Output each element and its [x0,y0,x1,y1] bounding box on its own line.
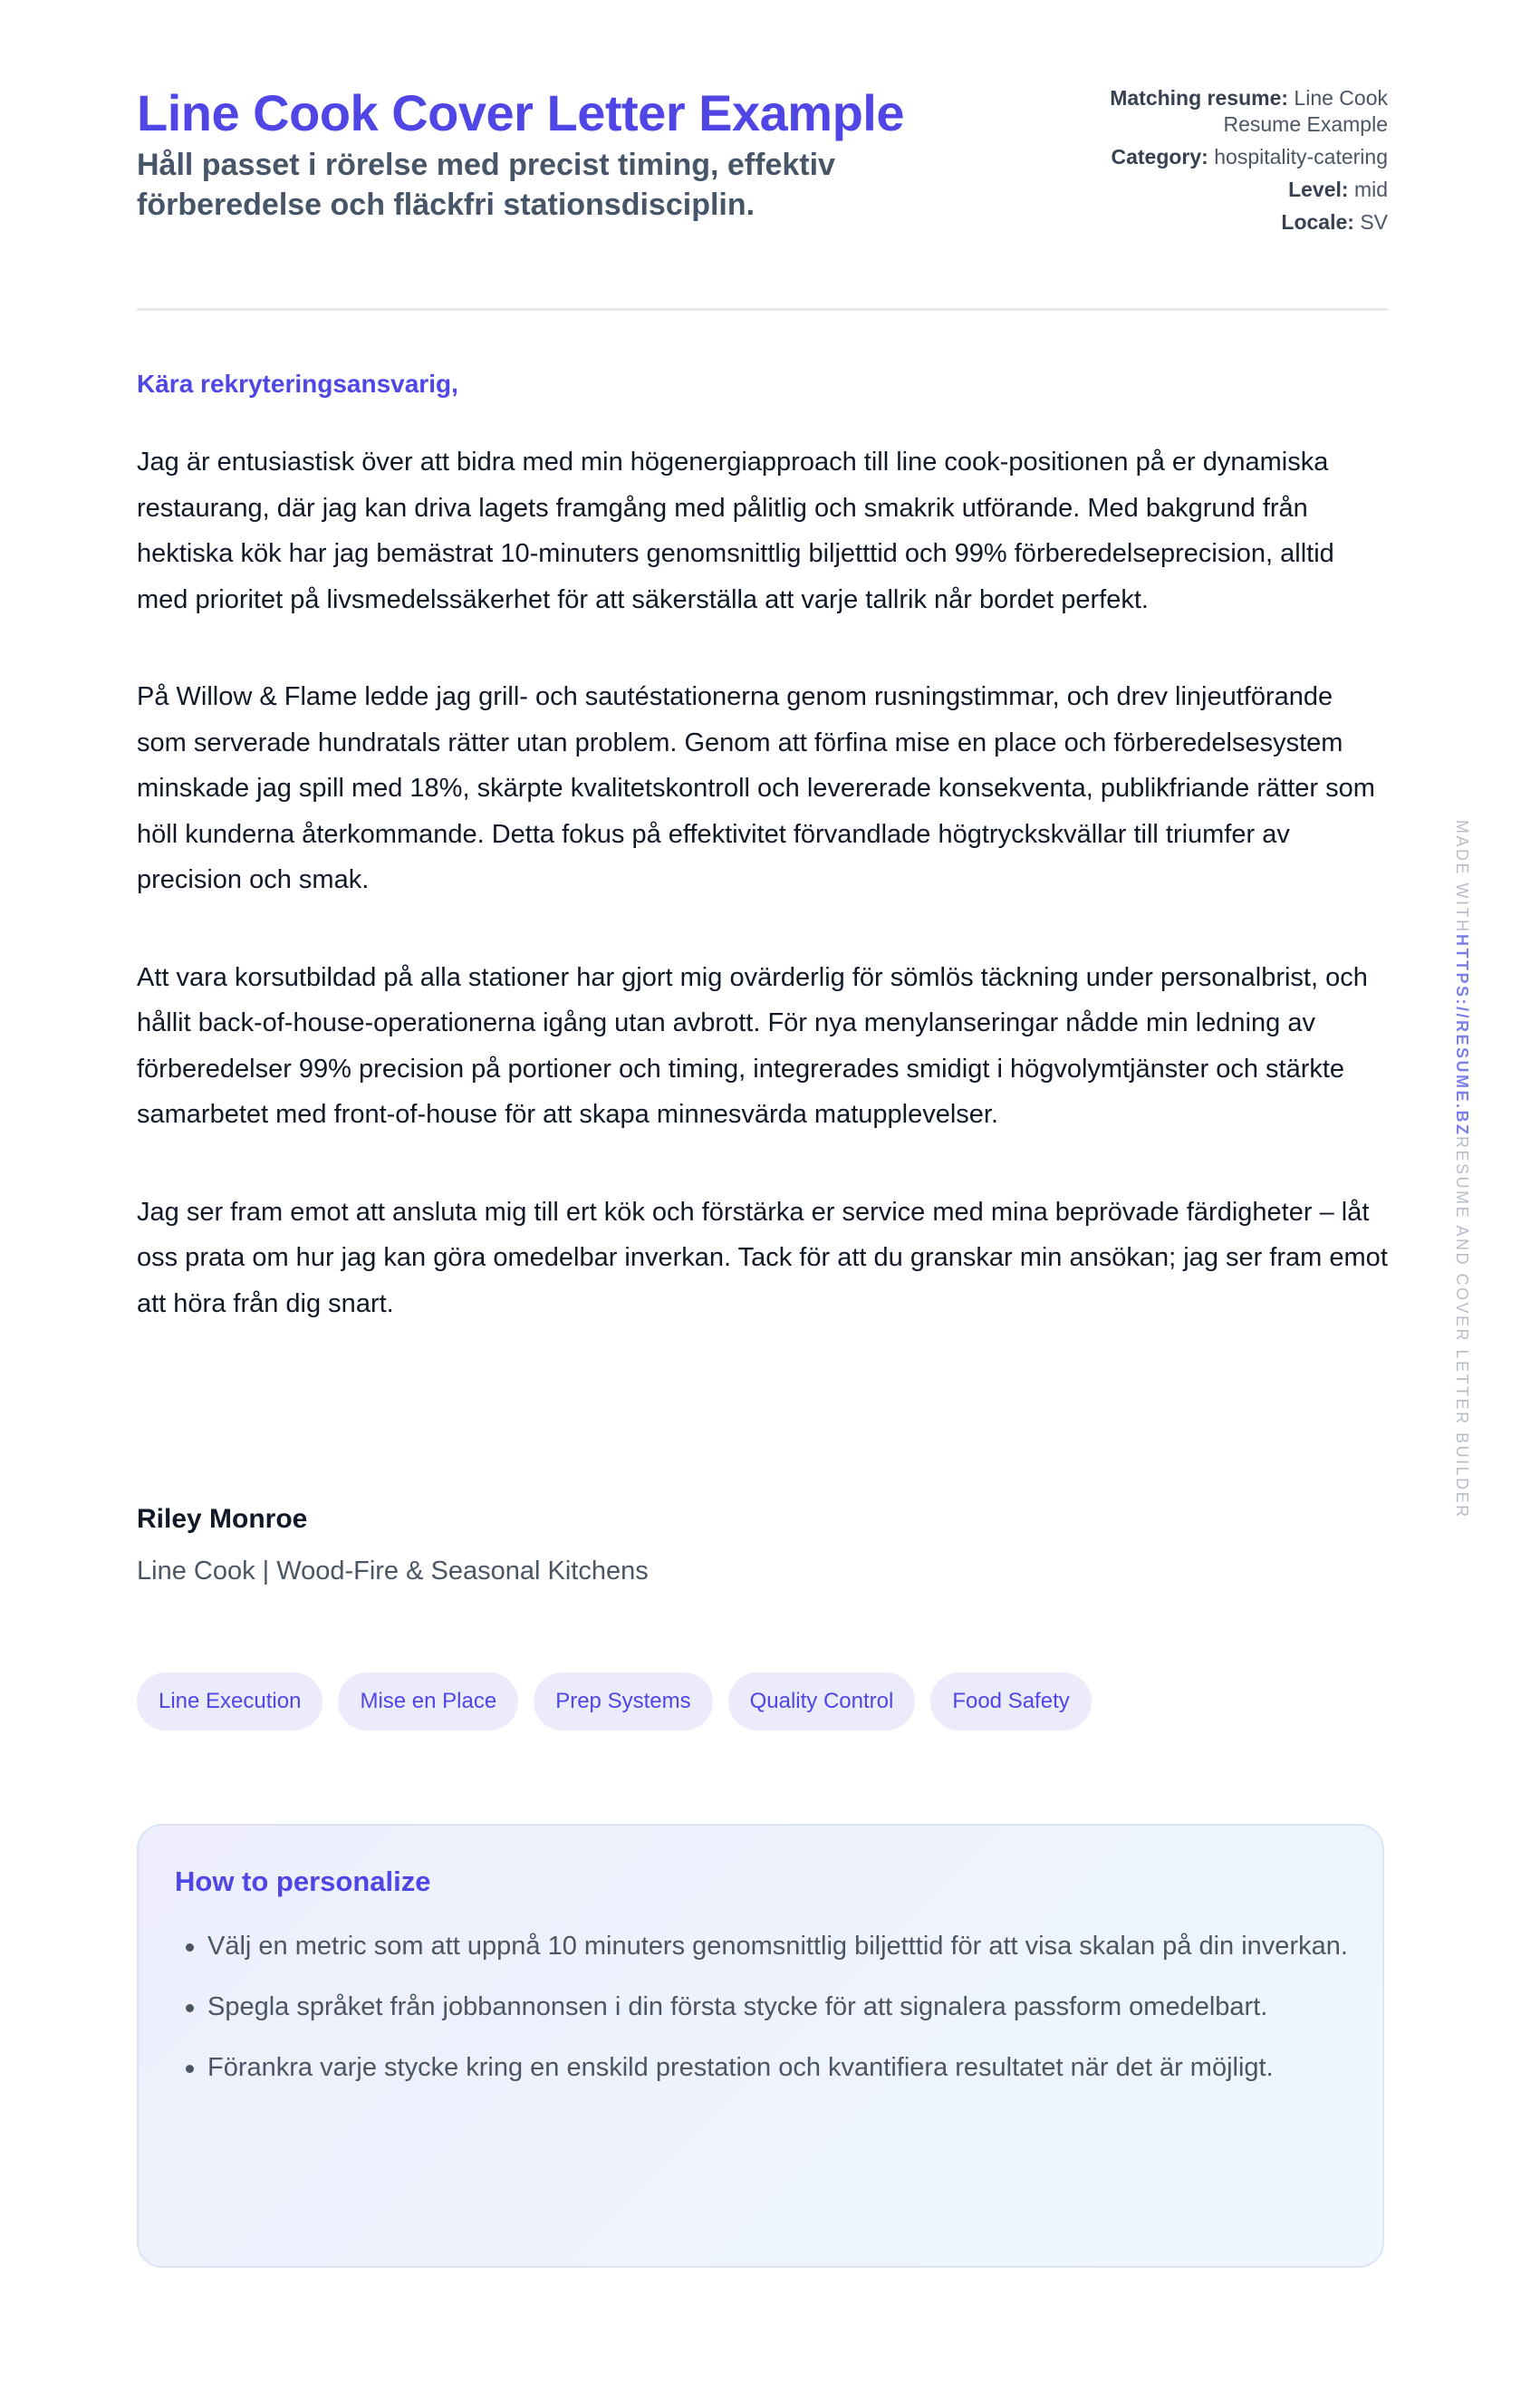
paragraph: Jag är entusiastisk över att bidra med min högenergiapproach till line cook-positionen på er dynamiska restaurang, där jag kan driva lagets framgång med pålitlig och smakrik utförande. Med bakgrund från hektiska kök har jag bemästrat 10-minuters genomsnittlig biljetttid och 99% förberedelseprecision, alltid med prioritet på livsmedelssäkerhet för att säkerställa att varje tallrik når bordet perfekt. [137,448,1334,614]
skill-tag: Prep Systems [534,1672,712,1730]
builder-text: RESUME AND COVER LETTER BUILDER [1453,1136,1471,1519]
tip-item: Förankra varje stycke kring en enskild prestation och kvantifiera resultatet när det är möjligt. [207,2045,1349,2090]
tip-item: Välj en metric som att uppnå 10 minuters genomsnittlig biljetttid för att visa skalan på din inverkan. [207,1923,1349,1969]
letter-body [137,439,1388,1378]
tips-heading: How to personalize [175,1865,431,1897]
meta-matching-resume [1062,85,1388,138]
paragraph: På Willow & Flame ledde jag grill- och sautéstationerna genom rusningstimmar, och drev linjeutförande som serverade hundratals rätter utan problem. Genom att förfina mise en place och förberedelsesystem minskade jag spill med 18%, skärpte kvalitetskontroll och levererade konsekventa, publikfriande rätter som höll kunderna återkommande. Detta fokus på effektivitet förvandlade högtryckskvällar till triumfer av precision och smak. [137,682,1375,894]
meta-locale [1062,209,1388,236]
paragraph: Jag ser fram emot att ansluta mig till ert kök och förstärka er service med mina beprövade färdigheter – låt oss prata om hur jag kan göra omedelbar inverkan. Tack för att du granskar min ansökan; jag ser fram emot att höra från dig snart. [137,1197,1388,1318]
tips-list [175,1923,1385,2106]
signature-name: Riley Monroe [137,1504,308,1534]
skill-tag: Mise en Place [338,1672,518,1730]
skill-tag: Line Execution [137,1672,322,1730]
meta-level [1062,177,1388,203]
paragraph: Att vara korsutbildad på alla stationer har gjort mig ovärderlig för sömlös täckning under personalbrist, och hållit back-of-house-operationerna igång utan avbrott. För nya menylanseringar nådde min ledning av förberedelser 99% precision på portioner och timing, integrerades smidigt i högvolymtjänster och stärkte samarbetet med front-of-house för att skapa minnesvärda matupplevelser. [137,962,1368,1129]
meta-info [1062,85,1388,242]
meta-label: Matching resume: [1110,86,1289,110]
personalize-tips-box [137,1824,1384,2268]
meta-label: Category: [1111,145,1208,169]
meta-value: Line Cook Resume Example [1223,86,1388,136]
meta-label: Level: [1288,178,1349,201]
made-with-banner [1452,820,1471,1519]
meta-category [1062,144,1388,170]
meta-value: mid [1353,178,1388,201]
made-with-text: MADE WITH [1453,820,1471,934]
greeting: Kära rekryteringsansvarig, [137,370,458,398]
page-title: Line Cook Cover Letter Example [137,84,905,141]
resume-bz-link[interactable]: HTTPS://RESUME.BZ [1453,933,1471,1137]
cover-letter-page [137,0,1388,2082]
skill-tags [137,1672,1092,1730]
meta-value: SV [1360,210,1388,234]
signature-title: Line Cook | Wood-Fire & Seasonal Kitchens [137,1557,649,1586]
page-subtitle: Håll passet i rörelse med precist timing, effektiv förberedelse och fläckfri stationsdisciplin. [137,148,835,222]
tip-item: Spegla språket från jobbannonsen i din första stycke för att signalera passform omedelbart. [207,1984,1349,2029]
skill-tag: Quality Control [728,1672,916,1730]
meta-label: Locale: [1281,210,1354,234]
meta-value: hospitality-catering [1214,145,1388,169]
skill-tag: Food Safety [930,1672,1091,1730]
header [137,0,1388,311]
